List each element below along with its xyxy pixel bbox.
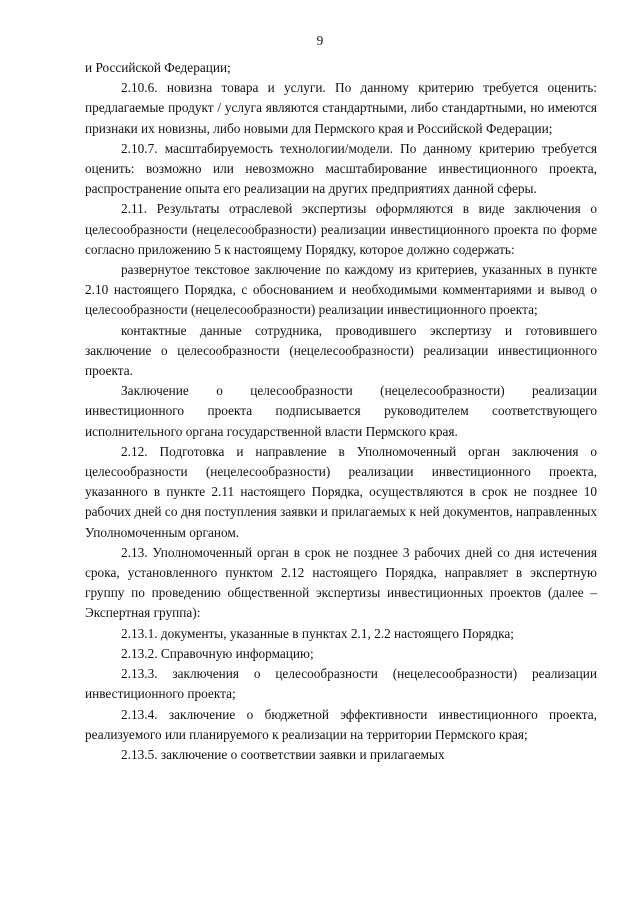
paragraph: 2.12. Подготовка и направление в Уполномоченный орган заключения о целесообразности (нецелесообразности) реализации инвестиционного проекта, указанного в пункте 2.11 настоящего Порядка, осуществляются в срок не позднее 10 рабочих дней со дня поступления заявки и прилагаемых к ней документов, направленных Уполномоченным органом. — [85, 443, 597, 540]
paragraph: и Российской Федерации; — [85, 60, 231, 75]
page-number: 9 — [316, 33, 324, 48]
paragraph: 2.13.1. документы, указанные в пунктах 2.1, 2.2 настоящего Порядка; — [121, 625, 514, 641]
paragraph: 2.13.2. Справочную информацию; — [121, 645, 314, 661]
paragraph: 2.11. Результаты отраслевой экспертизы оформляются в виде заключения о целесообразности (нецелесообразности) реализации инвестиционного проекта по форме согласно приложению 5 к настоящему Порядку, которое должно содержать: — [85, 201, 597, 257]
paragraph: развернутое текстовое заключение по каждому из критериев, указанных в пункте 2.10 настоящего Порядка, с обоснованием и необходимыми комментариями и вывод о целесообразности (нецелесообразности) реализации инвестиционного проекта; — [85, 262, 597, 318]
paragraph: 2.13.4. заключение о бюджетной эффективности инвестиционного проекта, реализуемого или планируемого к реализации на территории Пермского края; — [85, 706, 597, 742]
paragraph: 2.13. Уполномоченный орган в срок не позднее 3 рабочих дней со дня истечения срока, установленного пунктом 2.12 настоящего Порядка, направляет в экспертную группу по проведению общественной экспертизы инвестиционных проектов (далее – Экспертная группа): — [85, 544, 597, 621]
document-body — [85, 58, 597, 765]
paragraph: Заключение о целесообразности (нецелесообразности) реализации инвестиционного проекта подписывается руководителем соответствующего исполнительного органа государственной власти Пермского края. — [85, 383, 597, 439]
paragraph: 2.13.5. заключение о соответствии заявки и прилагаемых — [121, 746, 445, 762]
paragraph: контактные данные сотрудника, проводившего экспертизу и готовившего заключение о целесообразности (нецелесообразности) реализации инвестиционного проекта. — [85, 322, 597, 379]
paragraph: 2.10.6. новизна товара и услуги. По данному критерию требуется оценить: предлагаемые продукт / услуга являются стандартными, либо стандартными, но имеются признаки их новизны, либо новыми для Пермского края и Российской Федерации; — [85, 80, 597, 136]
paragraph: 2.10.7. масштабируемость технологии/модели. По данному критерию требуется оценить: возможно или невозможно масштабирование инвестиционного проекта, распространение опыта его реализации на других предприятиях данной сферы. — [85, 140, 597, 197]
paragraph: 2.13.3. заключения о целесообразности (нецелесообразности) реализации инвестиционного проекта; — [85, 666, 597, 702]
